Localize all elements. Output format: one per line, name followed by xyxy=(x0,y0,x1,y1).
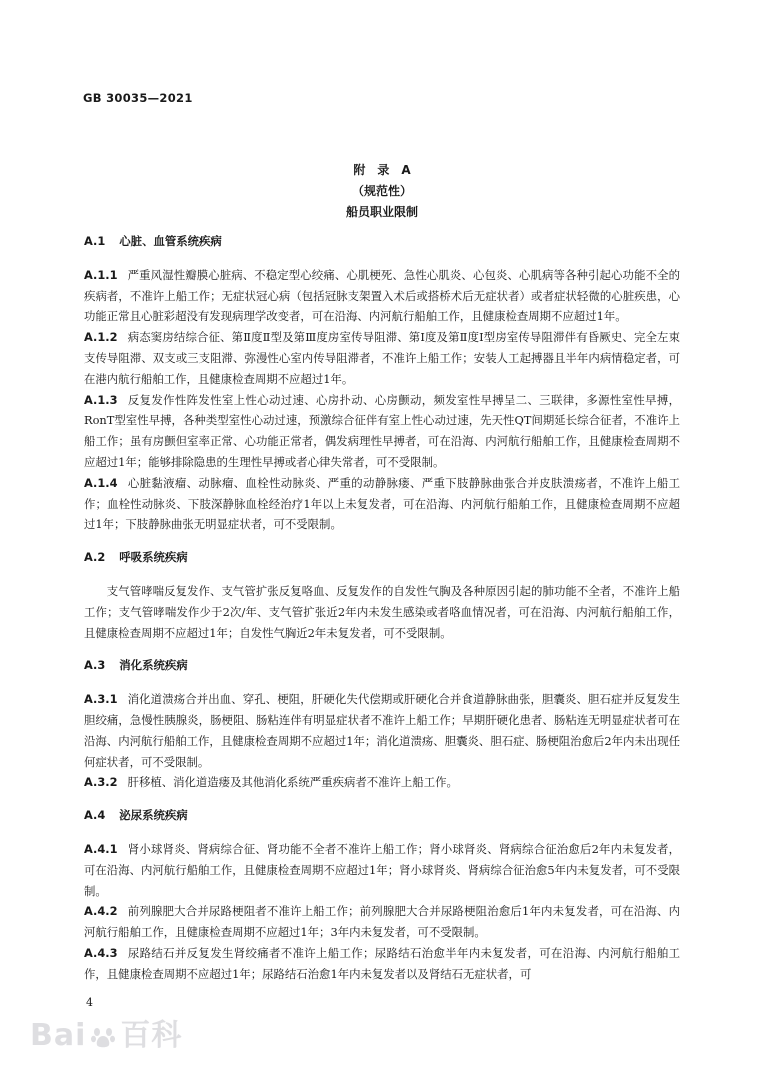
clause-number: A.4.3 xyxy=(84,945,118,960)
clause xyxy=(84,265,680,327)
section-title: 消化系统疾病 xyxy=(119,658,188,673)
clause-text: 前列腺肥大合并尿路梗阻者不准许上船工作；前列腺肥大合并尿路梗阻治愈后1年内未复发者，可在沿海、内河航行船舶工作，且健康检查周期不应超过1年；3年内未复发者，可不受限制。 xyxy=(84,904,680,940)
document-body xyxy=(84,231,680,985)
clause-number: A.3.2 xyxy=(84,775,118,790)
section-heading xyxy=(84,655,680,676)
appendix-normative-label: （规范性） xyxy=(351,184,412,198)
spacer xyxy=(84,793,680,805)
clause-number: A.3.1 xyxy=(84,692,118,707)
clause-text: 心脏黏液瘤、动脉瘤、血栓性动脉炎、严重的动静脉瘘、严重下肢静脉曲张合并皮肤溃疡者，不准许上船工作；血栓性动脉炎、下肢深静脉血栓经治疗1年以上未复发者，可在沿海、内河航行船舶工作，且健康检查周期不应超过1年；下肢静脉曲张无明显症状者，可不受限制。 xyxy=(84,475,680,532)
appendix-title: 船员职业限制 xyxy=(345,205,418,219)
section-heading xyxy=(84,805,680,826)
page-number: 4 xyxy=(86,996,93,1009)
clause-text: 尿路结石并反复发生肾绞痛者不准许上船工作；尿路结石治愈半年内未复发者，可在沿海、内河航行船舶工作，且健康检查周期不应超过1年；尿路结石治愈1年内未复发者以及肾结石无症状者，可 xyxy=(84,945,680,981)
paw-logo-icon xyxy=(90,1024,116,1050)
clause xyxy=(84,901,680,943)
clause xyxy=(84,943,680,985)
clause xyxy=(84,473,680,535)
clause-text: 肾小球肾炎、肾病综合征、肾功能不全者不准许上船工作；肾小球肾炎、肾病综合征治愈后2年内未复发者，可在沿海、内河航行船舶工作，且健康检查周期不应超过1年；肾小球肾炎、肾病综合征治愈5年内未复发者，可不受限制。 xyxy=(84,841,680,898)
clause-text: 肝移植、消化道造瘘及其他消化系统严重疾病者不准许上船工作。 xyxy=(127,775,458,790)
section-number: A.4 xyxy=(84,808,106,823)
section-title: 泌尿系统疾病 xyxy=(119,808,188,823)
section-number: A.3 xyxy=(84,658,106,673)
appendix-label: 附 录 A xyxy=(353,163,411,177)
appendix-title-block xyxy=(0,160,764,223)
section-number: A.1 xyxy=(84,234,106,248)
clause xyxy=(84,327,680,389)
spacer xyxy=(84,643,680,655)
section-title: 心脏、血管系统疾病 xyxy=(119,234,222,248)
clause-text: 严重风湿性瓣膜心脏病、不稳定型心绞痛、心肌梗死、急性心肌炎、心包炎、心肌病等各种引起心功能不全的疾病者，不准许上船工作；无症状冠心病（包括冠脉支架置入术后或搭桥术后无症状者）或者症状轻微的心脏疾患，心功能正常且心脏彩超没有发现病理学改变者，可在沿海、内河航行船舶工作，且健康检查周期不应超过1年。 xyxy=(84,267,680,324)
section-paragraph: 支气管哮喘反复发作、支气管扩张反复咯血、反复发作的自发性气胸及各种原因引起的肺功能不全者，不准许上船工作；支气管哮喘发作少于2次/年、支气管扩张近2年内未发生感染或者咯血情况者，可在沿海、内河航行船舶工作，且健康检查周期不应超过1年；自发性气胸近2年未复发者，可不受限制。 xyxy=(84,583,680,640)
clause-number: A.1.3 xyxy=(84,392,118,407)
document-id-header: GB 30035—2021 xyxy=(83,91,193,105)
section-title: 呼吸系统疾病 xyxy=(119,550,188,565)
clause-number: A.1.2 xyxy=(84,330,118,345)
clause-number: A.1.4 xyxy=(84,475,118,490)
clause-text: 消化道溃疡合并出血、穿孔、梗阻，肝硬化失代偿期或肝硬化合并食道静脉曲张，胆囊炎、胆石症并反复发生胆绞痛，急慢性胰腺炎，肠梗阻、肠粘连伴有明显症状者不准许上船工作；早期肝硬化患者、肠粘连无明显症状者可在沿海、内河航行船舶工作，且健康检查周期不应超过1年；消化道溃疡、胆囊炎、胆石症、肠梗阻治愈后2年内未出现任何症状者，可不受限制。 xyxy=(84,692,680,769)
clause-text: 反复发作性阵发性室上性心动过速、心房扑动、心房颤动，频发室性早搏呈二、三联律，多源性室性早搏，RonT型室性早搏，各种类型室性心动过速，预激综合征伴有室上性心动过速，先天性QT间期延长综合征者，不准许上船工作；虽有房颤但室率正常、心功能正常者，偶发病理性早搏者，可在沿海、内河航行船舶工作，且健康检查周期不应超过1年；能够排除隐患的生理性早搏或者心律失常者，可不受限制。 xyxy=(84,392,680,469)
clause xyxy=(84,390,680,473)
clause-text: 病态窦房结综合征、第Ⅱ度Ⅱ型及第Ⅲ度房室传导阻滞、第Ⅰ度及第Ⅱ度Ⅰ型房室传导阻滞伴有昏厥史、完全左束支传导阻滞、双支或三支阻滞、弥漫性心室内传导阻滞者，不准许上船工作；安装人工起搏器且半年内病情稳定者，可在港内航行船舶工作，且健康检查周期不应超过1年。 xyxy=(84,330,680,386)
baidu-baike-watermark: Bai 百科 xyxy=(30,1018,183,1053)
clause-number: A.4.2 xyxy=(84,904,118,919)
clause xyxy=(84,689,680,772)
clause-number: A.4.1 xyxy=(84,841,118,856)
section-heading xyxy=(84,547,680,568)
clause-number: A.1.1 xyxy=(84,267,118,282)
section-number: A.2 xyxy=(84,550,106,565)
clause xyxy=(84,839,680,901)
section-heading xyxy=(84,231,680,252)
spacer xyxy=(84,535,680,547)
clause xyxy=(84,772,680,793)
